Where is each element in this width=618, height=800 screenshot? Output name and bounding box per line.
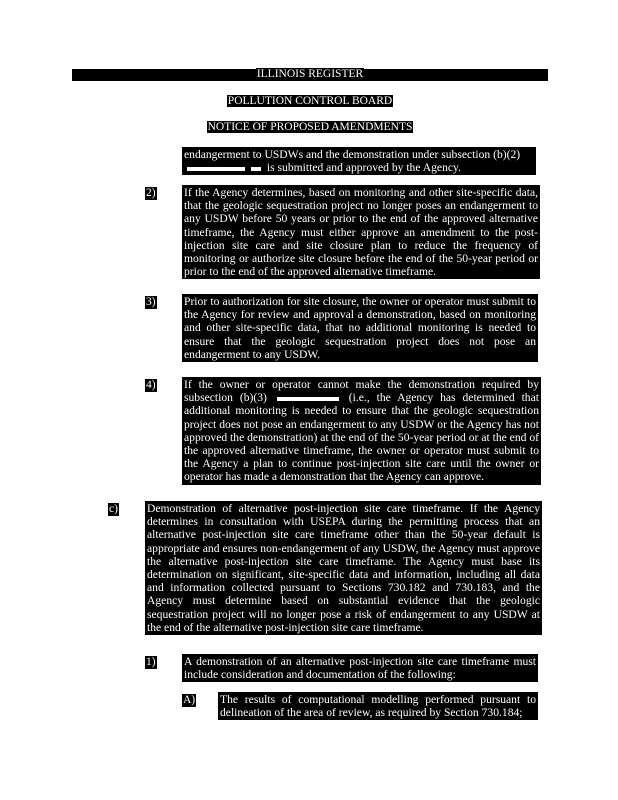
item-marker-c: c) (109, 503, 118, 515)
continuation-paragraph: endangerment to USDWs and the demonstration under subsection (b)(2) is submitted and approved by the Agency. (182, 147, 536, 175)
paragraph-b3: Prior to authorization for site closure, the owner or operator must submit to the Agency for review and approval a demonstration, based on monitoring and other site-specific data, that no additional monitoring is needed to ensure that the geologic sequestration project does not pose an endangerment to any USDW. (184, 295, 536, 361)
notice-title: NOTICE OF PROPOSED AMENDMENTS (207, 121, 413, 133)
paragraph-cA: The results of computational modelling performed pursuant to delineation of the area of review, as required by Section 730.184; (220, 693, 536, 720)
item-marker-3: 3) (146, 296, 156, 308)
redaction-mark (251, 167, 261, 171)
board-title: POLLUTION CONTROL BOARD (227, 95, 393, 107)
item-marker-2: 2) (146, 187, 156, 199)
redaction-mark (187, 167, 245, 171)
paragraph-b4: If the owner or operator cannot make the demonstration required by subsection (b)(3) (i.e., the Agency has determined that additional monitoring is needed to ensure that the geologic sequestration project does not pose an endangerment to any USDW or the Agency has not approved the demonstration) at the end of the 50-year period or at the end of the approved alternative timeframe, the owner or operator must submit to the Agency a plan to continue post-injection site care until the owner or operator has made a demonstration that the Agency can approve. (184, 378, 539, 484)
redaction-mark (277, 397, 339, 401)
journal-title: ILLINOIS REGISTER (256, 68, 364, 80)
item-marker-4: 4) (146, 379, 156, 391)
item-marker-c1: 1) (146, 656, 156, 668)
paragraph-b2: If the Agency determines, based on monitoring and other site-specific data, that the geologic sequestration project no longer poses an endangerment to any USDW before 50 years or prior to the end of the approved alternative timeframe, the Agency must either approve an amendment to the post-injection site care and site closure plan to reduce the frequency of monitoring or authorize site closure before the end of the 50-year period or prior to the end of the approved alternative timeframe. (184, 186, 538, 279)
paragraph-c: Demonstration of alternative post-injection site care timeframe. If the Agency determines in consultation with USEPA during the permitting process that an alternative post-injection site care timeframe other than the 50-year default is appropriate and ensures non-endangerment of any USDW, the Agency must approve the alternative post-injection site care timeframe. The Agency must base its determination on significant, site-specific data and information, including all data and information collected pursuant to Sections 730.182 and 730.183, and the Agency must determine based on substantial evidence that the geologic sequestration project will no longer pose a risk of endangerment to any USDW at the end of the alternative post-injection site care timeframe. (147, 502, 540, 634)
paragraph-c1: A demonstration of an alternative post-injection site care timeframe must include consideration and documentation of the following: (184, 655, 536, 682)
item-marker-A: A) (183, 694, 196, 706)
